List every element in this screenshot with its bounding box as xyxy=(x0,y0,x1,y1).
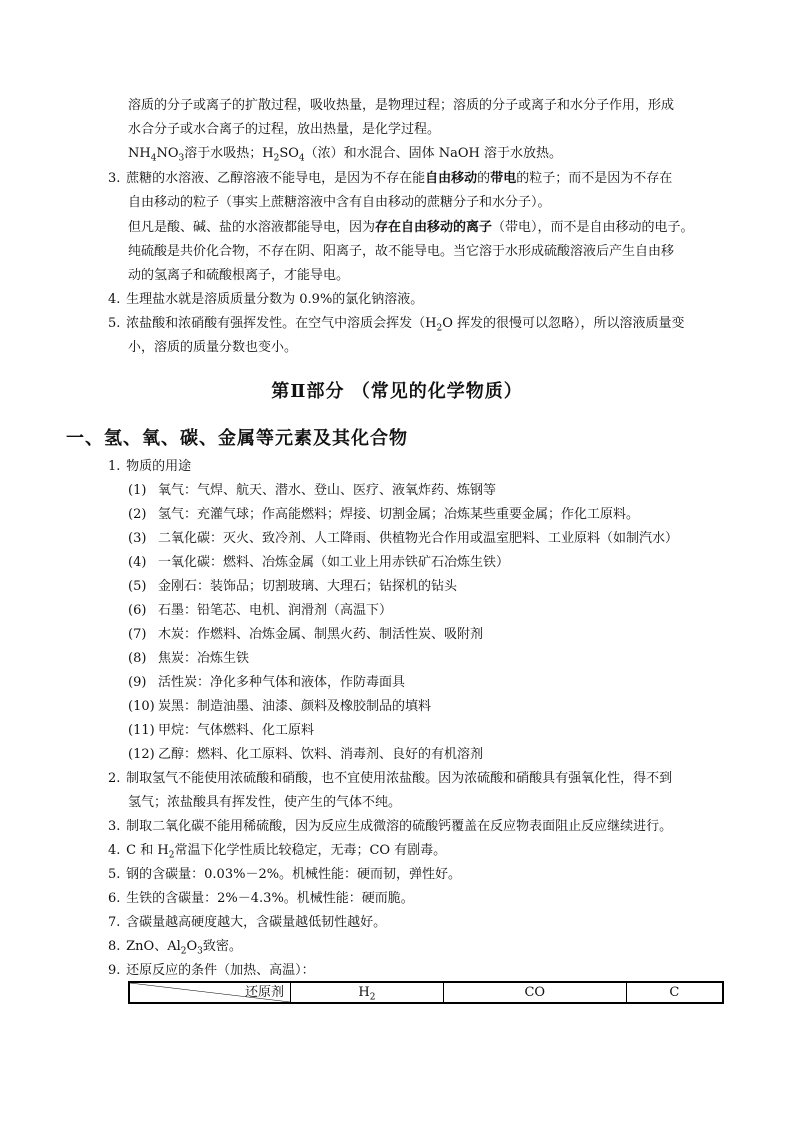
uses-item-12: (12) 乙醇：燃料、化工原料、饮料、消毒剂、良好的有机溶剂 xyxy=(128,747,484,762)
intro-line-2: 水合分子或水合离子的过程，放出热量，是化学过程。 xyxy=(128,122,441,137)
uses-item-11: (11) 甲烷：气体燃料、化工原料 xyxy=(128,723,315,738)
table-header-diagonal: 还原剂 xyxy=(129,982,291,1003)
table-header-co: CO xyxy=(443,982,626,1003)
item-2b-line-2: 氢气；浓盐酸具有挥发性，使产生的气体不纯。 xyxy=(128,795,402,810)
uses-item-1: (1) 氧气：气焊、航天、潜水、登山、医疗、液氧炸药、炼钢等 xyxy=(128,483,497,498)
item-8b: 8. ZnO、$Al_2O_3$致密。 xyxy=(108,939,242,957)
uses-item-10: (10) 炭黑：制造油墨、油漆、颜料及橡胶制品的填料 xyxy=(128,699,432,714)
uses-item-4: (4) 一氧化碳：燃料、冶炼金属（如工业上用赤铁矿石冶炼生铁） xyxy=(128,555,510,570)
uses-item-9: (9) 活性炭：净化多种气体和液体，作防毒面具 xyxy=(128,675,406,690)
intro-line-3: $NH_4NO_3$溶于水吸热；$H_2SO_4$（浓）和水混合、固体 NaOH 溶于水放热。 xyxy=(128,146,563,164)
section-title: 一、氢、氧、碳、金属等元素及其化合物 xyxy=(66,428,408,449)
item-6b: 6. 生铁的含碳量：2%－4.3%。机械性能：硬而脆。 xyxy=(108,891,414,906)
item-3-line-5: 动的氢离子和硫酸根离子，才能导电。 xyxy=(128,268,350,283)
item-4b: 4. C 和 $H_2$常温下化学性质比较稳定，无毒；CO 有剧毒。 xyxy=(108,843,447,861)
item-5-line-2: 小，溶质的质量分数也变小。 xyxy=(128,340,298,355)
item-7b: 7. 含碳量越高硬度越大，含碳量越低韧性越好。 xyxy=(108,915,387,930)
intro-line-1: 溶质的分子或离子的扩散过程，吸收热量，是物理过程；溶质的分子或离子和水分子作用，形成 xyxy=(128,98,675,113)
reduction-conditions-table xyxy=(128,981,724,1004)
uses-item-2: (2) 氢气：充灌气球；作高能燃料；焊接、切割金属；冶炼某些重要金属；作化工原料。 xyxy=(128,507,640,522)
table-header-c: C xyxy=(626,982,723,1003)
part-title: 第Ⅱ部分 （常见的化学物质） xyxy=(271,381,523,402)
uses-item-8: (8) 焦炭：冶炼生铁 xyxy=(128,651,250,666)
item-3b: 3. 制取二氧化碳不能用稀硫酸，因为反应生成微溶的硫酸钙覆盖在反应物表面阻止反应继续进行。 xyxy=(108,819,673,834)
item-3-line-3: 但凡是酸、碱、盐的水溶液都能导电，因为存在自由移动的离子（带电），而不是自由移动的电子。 xyxy=(128,220,694,235)
item-3-line-1: 3. 蔗糖的水溶液、乙醇溶液不能导电，是因为不存在能自由移动的带电的粒子；而不是因为不存在 xyxy=(108,171,673,186)
uses-item-3: (3) 二氧化碳：灭火、致冷剂、人工降雨、供植物光合作用或温室肥料、工业原料（如制汽水） xyxy=(128,531,679,546)
item-4: 4. 生理盐水就是溶质质量分数为 0.9%的氯化钠溶液。 xyxy=(108,292,424,307)
item-3-line-2: 自由移动的粒子（事实上蔗糖溶液中含有自由移动的蔗糖分子和水分子）。 xyxy=(128,195,551,210)
uses-item-6: (6) 石墨：铅笔芯、电机、润滑剂（高温下） xyxy=(128,603,393,618)
item-9b: 9. 还原反应的条件（加热、高温）： xyxy=(108,963,315,978)
item-5b: 5. 钢的含碳量：0.03%－2%。机械性能：硬而韧，弹性好。 xyxy=(108,867,462,882)
item-2b-line-1: 2. 制取氢气不能使用浓硫酸和硝酸，也不宜使用浓盐酸。因为浓硫酸和硝酸具有强氧化性，得不到 xyxy=(108,771,673,786)
uses-item-7: (7) 木炭：作燃料、冶炼金属、制黑火药、制活性炭、吸附剂 xyxy=(128,627,484,642)
table-header-h2: $H_2$ xyxy=(291,982,444,1003)
uses-item-5: (5) 金刚石：装饰品；切割玻璃、大理石；钻探机的钻头 xyxy=(128,579,458,594)
uses-heading: 1. 物质的用途 xyxy=(108,459,192,474)
item-3-line-4: 纯硫酸是共价化合物，不存在阴、阳离子，故不能导电。当它溶于水形成硫酸溶液后产生自由移 xyxy=(128,244,675,259)
item-5-line-1: 5. 浓盐酸和浓硝酸有强挥发性。在空气中溶质会挥发（$H_2O$ 挥发的很慢可以忽略），所以溶液质量变 xyxy=(108,316,685,334)
table-row xyxy=(129,982,723,1003)
